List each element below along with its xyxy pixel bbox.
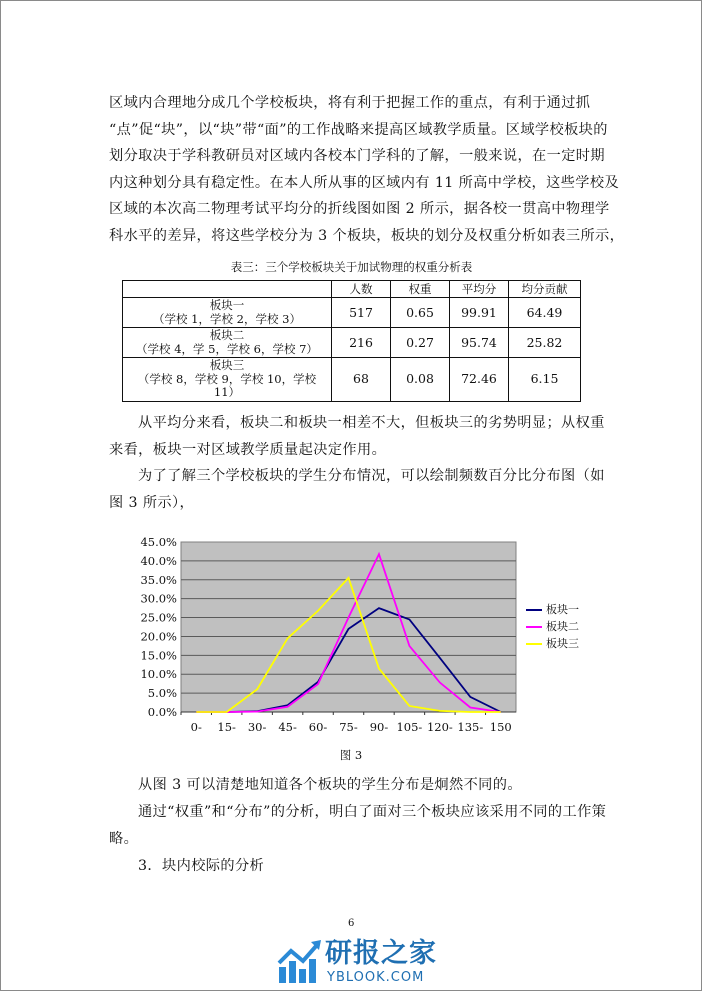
text-line: 科水平的差异，将这些学校分为 3 个板块，板块的划分及权重分析如表三所示，: [109, 227, 625, 244]
watermark-cn: 研报之家: [325, 938, 437, 969]
y-tick-label: 20.0%: [140, 629, 177, 644]
table-caption: 表三：三个学校板块关于加试物理的权重分析表: [230, 260, 473, 274]
table-header-cell: 平均分: [450, 281, 509, 298]
text-line: 略。: [109, 830, 139, 847]
watermark-en: YBLOOK.COM: [327, 970, 425, 985]
table-header-cell: [123, 281, 332, 298]
watermark-logo: [277, 939, 457, 989]
table-header-row: [123, 281, 581, 298]
table-row: [123, 358, 581, 402]
text-line: “点”促“块”，以“块”带“面”的工作战略来提高区域教学质量。区域学校板块的: [109, 121, 608, 138]
chart-svg: [121, 531, 521, 746]
block-label-cell: [123, 298, 332, 328]
y-tick-label: 0.0%: [147, 705, 177, 719]
text-line: 区域的本次高二物理考试平均分的折线图如图 2 所示，据各校一贯高中物理学: [109, 201, 610, 217]
average-cell: 95.74: [450, 328, 509, 358]
text-line: 来看，板块一对区域教学质量起决定作用。: [109, 441, 387, 458]
x-tick-label: 135-: [457, 720, 484, 734]
table-header-cell: 均分贡献: [509, 281, 581, 298]
legend-swatch: [526, 643, 542, 645]
count-cell: 68: [332, 358, 391, 402]
weight-cell: 0.27: [391, 328, 450, 358]
y-tick-label: 30.0%: [140, 591, 177, 606]
text-line: 区域内合理地分成几个学校板块，将有利于把握工作的重点，有利于通过抓: [109, 95, 591, 111]
block-schools: （学校 8，学校 9，学校 10，学校 11）: [137, 371, 317, 399]
legend-item: [526, 601, 579, 618]
average-cell: 72.46: [450, 358, 509, 402]
paragraph-4: [109, 772, 601, 799]
legend-item: [526, 618, 579, 635]
weight-cell: 0.08: [391, 358, 450, 402]
legend-label: 板块二: [546, 620, 579, 633]
legend-label: 板块三: [546, 637, 579, 650]
x-tick-label: 150: [489, 720, 512, 734]
section-heading: [109, 853, 601, 880]
text-line: 内这种划分具有稳定性。在本人所从事的区域内有 11 所高中学校，这些学校及: [109, 174, 620, 191]
plot-area: [181, 542, 516, 712]
x-tick-label: 0-: [190, 720, 202, 734]
block-name: 板块三: [209, 358, 245, 372]
block-schools: （学校 1，学校 2，学校 3）: [153, 311, 301, 326]
y-tick-label: 15.0%: [140, 648, 177, 663]
legend-swatch: [526, 626, 542, 628]
contribution-cell: 6.15: [509, 358, 581, 402]
figure-caption: 图 3: [339, 748, 363, 762]
text-line: 3．块内校际的分析: [138, 858, 265, 874]
y-tick-label: 25.0%: [140, 610, 177, 625]
block-label-cell: [123, 328, 332, 358]
x-tick-label: 45-: [278, 720, 297, 734]
text-line: 从图 3 可以清楚地知道各个板块的学生分布是炯然不同的。: [138, 777, 522, 793]
text-line: 从平均分来看，板块二和板块一相差不大，但板块三的劣势明显；从权重: [138, 415, 605, 431]
x-tick-label: 105-: [396, 720, 423, 734]
text-line: 图 3 所示），: [109, 494, 195, 511]
y-tick-label: 35.0%: [140, 572, 177, 587]
text-line: 为了了解三个学校板块的学生分布情况，可以绘制频数百分比分布图（如: [138, 468, 605, 484]
paragraph-1: [109, 90, 625, 249]
y-tick-label: 40.0%: [140, 553, 177, 568]
legend-label: 板块一: [546, 603, 579, 616]
block-schools: （学校 4，学 5，学校 6，学校 7）: [136, 341, 318, 356]
y-tick-label: 45.0%: [140, 535, 177, 549]
block-name: 板块二: [209, 328, 245, 342]
y-tick-label: 10.0%: [140, 667, 177, 682]
x-tick-label: 60-: [308, 720, 328, 734]
legend-item: [526, 635, 579, 652]
paragraph-2: [109, 410, 605, 463]
weight-analysis-table: [122, 280, 581, 402]
x-tick-label: 30-: [247, 720, 267, 734]
block-name: 板块一: [209, 298, 245, 312]
text-line: 通过“权重”和“分布”的分析，明白了面对三个板块应该采用不同的工作策: [138, 804, 607, 820]
contribution-cell: 25.82: [509, 328, 581, 358]
paragraph-3: [109, 463, 605, 516]
legend-swatch: [526, 609, 542, 611]
table-header-cell: 人数: [332, 281, 391, 298]
table-row: [123, 298, 581, 328]
chart-growth-icon: [277, 939, 323, 983]
average-cell: 99.91: [450, 298, 509, 328]
table-header-cell: 权重: [391, 281, 450, 298]
table-row: [123, 328, 581, 358]
x-tick-label: 15-: [217, 720, 236, 734]
page-number: 6: [348, 918, 355, 929]
x-tick-label: 90-: [369, 720, 389, 734]
paragraph-5: [109, 799, 607, 852]
distribution-chart: [121, 531, 611, 746]
x-tick-label: 120-: [426, 720, 453, 734]
contribution-cell: 64.49: [509, 298, 581, 328]
x-tick-label: 75-: [339, 720, 358, 734]
block-label-cell: [123, 358, 332, 402]
chart-legend: [526, 601, 579, 652]
count-cell: 216: [332, 328, 391, 358]
weight-cell: 0.65: [391, 298, 450, 328]
count-cell: 517: [332, 298, 391, 328]
text-line: 划分取决于学科教研员对区域内各校本门学科的了解，一般来说，在一定时期: [109, 148, 605, 164]
y-tick-label: 5.0%: [147, 686, 177, 701]
